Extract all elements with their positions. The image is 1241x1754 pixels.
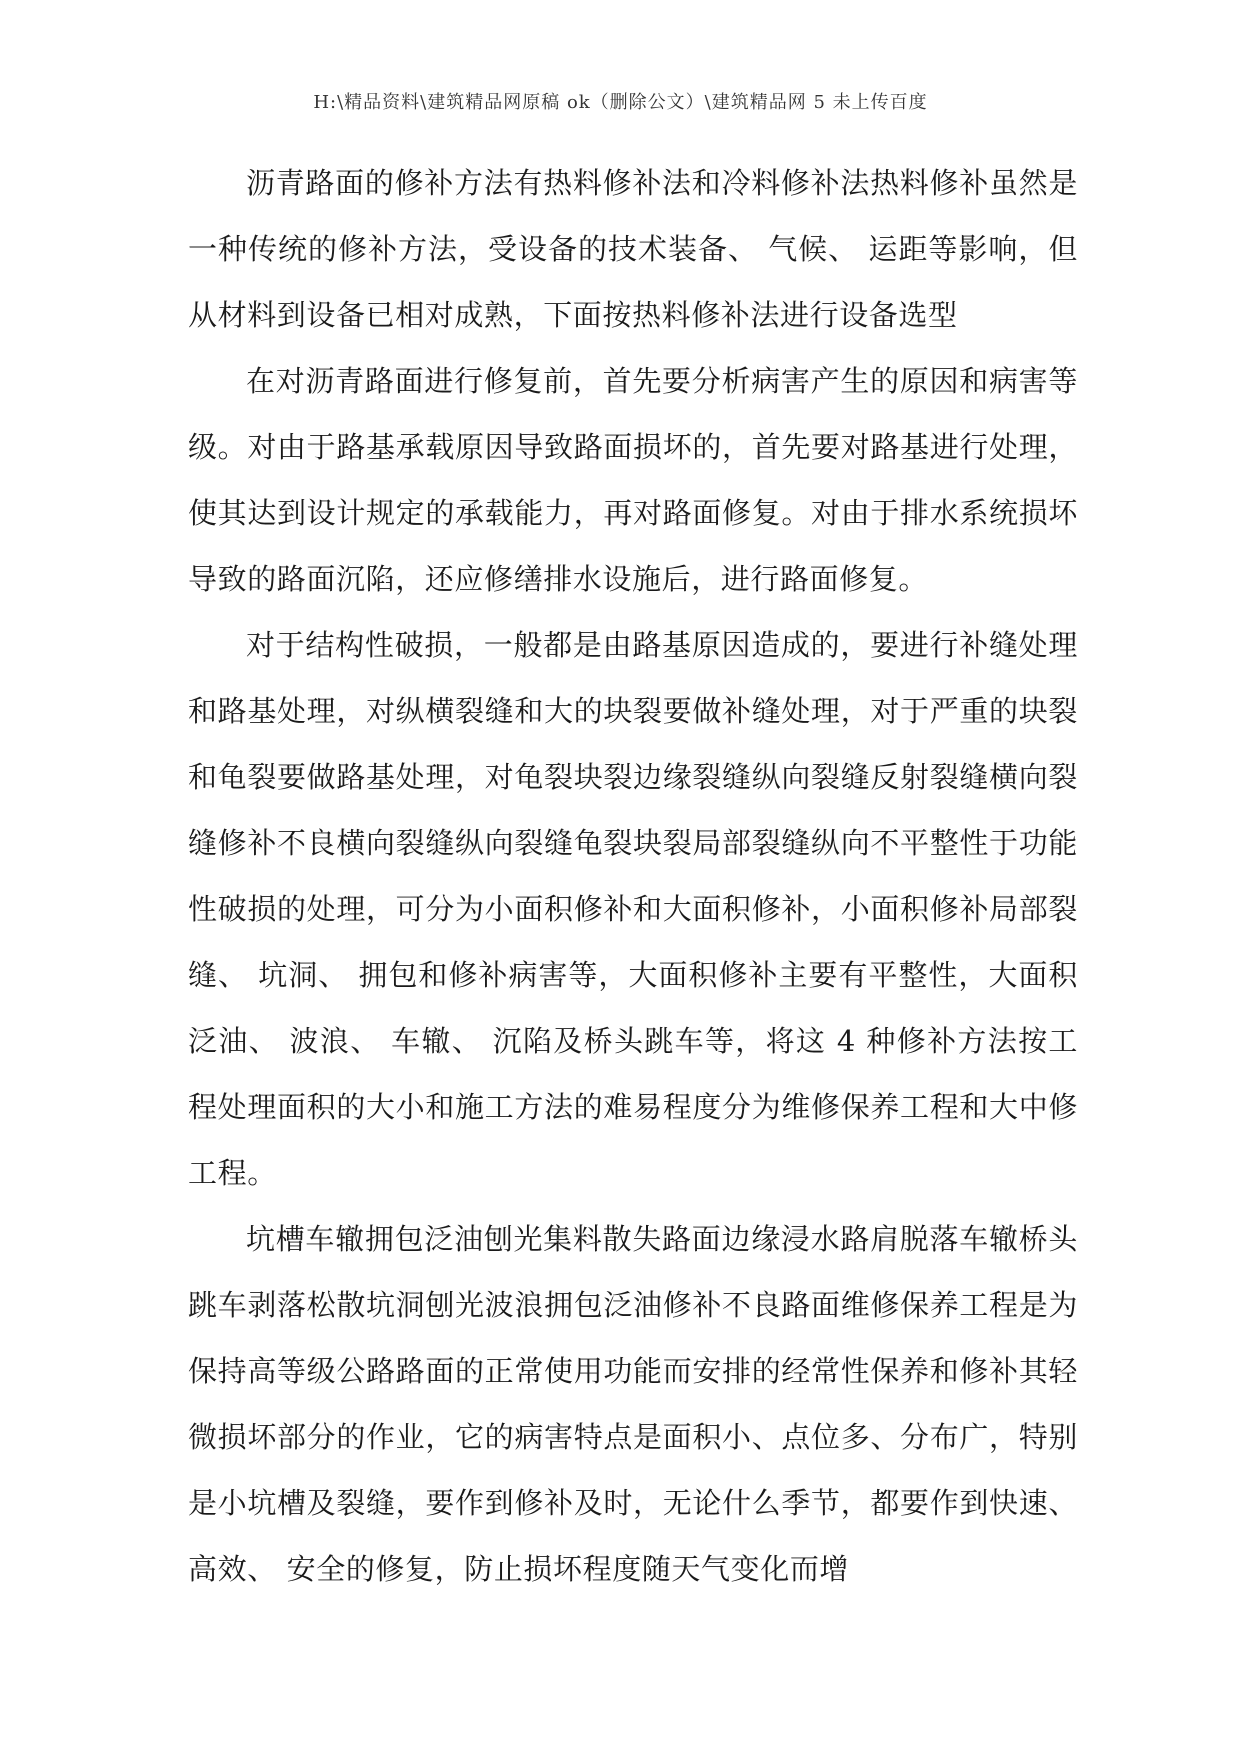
paragraph-repair-methods: 沥青路面的修补方法有热料修补法和冷料修补法热料修补虽然是一种传统的修补方法，受设备的技术装备、 气候、 运距等影响，但从材料到设备已相对成熟，下面按热料修补法进行设备选型 — [188, 166, 1078, 332]
paragraph-maintenance-works: 坑槽车辙拥包泛油刨光集料散失路面边缘浸水路肩脱落车辙桥头跳车剥落松散坑洞刨光波浪拥包泛油修补不良路面维修保养工程是为保持高等级公路路面的正常使用功能而安排的经常性保养和修补其轻微损坏部分的作业，它的病害特点是面积小、点位多、分布广，特别是小坑槽及裂缝，要作到修补及时，无论什么季节，都要作到快速、 高效、 安全的修复，防止损坏程度随天气变化而增 — [188, 1222, 1078, 1586]
file-path-header: H:\精品资料\建筑精品网原稿 ok（删除公文）\建筑精品网 5 未上传百度 — [313, 92, 928, 113]
paragraph-pre-repair-analysis: 在对沥青路面进行修复前，首先要分析病害产生的原因和病害等级。对由于路基承载原因导致路面损坏的，首先要对路基进行处理，使其达到设计规定的承载能力，再对路面修复。对由于排水系统损坏导致的路面沉陷，还应修缮排水设施后，进行路面修复。 — [188, 364, 1078, 596]
document-body — [188, 150, 1078, 1602]
paragraph-damage-treatment: 对于结构性破损，一般都是由路基原因造成的，要进行补缝处理和路基处理，对纵横裂缝和大的块裂要做补缝处理，对于严重的块裂和龟裂要做路基处理，对龟裂块裂边缘裂缝纵向裂缝反射裂缝横向裂缝修补不良横向裂缝纵向裂缝龟裂块裂局部裂缝纵向不平整性于功能性破损的处理，可分为小面积修补和大面积修补，小面积修补局部裂缝、 坑洞、 拥包和修补病害等，大面积修补主要有平整性，大面积泛油、 波浪、 车辙、 沉陷及桥头跳车等，将这 4 种修补方法按工程处理面积的大小和施工方法的难易程度分为维修保养工程和大中修工程。 — [188, 628, 1078, 1190]
